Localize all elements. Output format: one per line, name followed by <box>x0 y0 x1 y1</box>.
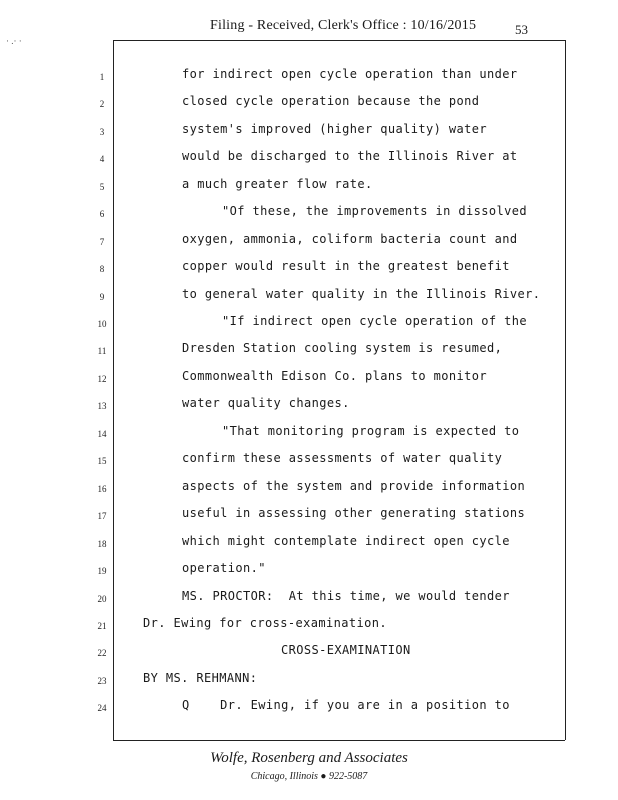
line-text: copper would result in the greatest benefit <box>182 259 510 273</box>
transcript-line <box>0 232 618 252</box>
transcript-line <box>0 671 618 691</box>
line-number: 14 <box>97 429 107 439</box>
transcript-line <box>0 534 618 554</box>
line-text: Dr. Ewing for cross-examination. <box>143 616 387 630</box>
line-text: oxygen, ammonia, coliform bacteria count and <box>182 232 518 246</box>
line-number: 3 <box>99 127 105 137</box>
line-text: operation." <box>182 561 266 575</box>
transcript-line <box>0 589 618 609</box>
line-text: closed cycle operation because the pond <box>182 94 480 108</box>
reporter-company: Wolfe, Rosenberg and Associates <box>210 750 408 766</box>
line-text: BY MS. REHMANN: <box>143 671 258 685</box>
transcript-line <box>0 314 618 334</box>
line-number: 5 <box>99 182 105 192</box>
line-text: a much greater flow rate. <box>182 177 373 191</box>
line-text: MS. PROCTOR: At this time, we would tender <box>182 589 510 603</box>
line-number: 23 <box>97 676 107 686</box>
line-number: 9 <box>99 292 105 302</box>
line-number: 20 <box>97 594 107 604</box>
margin-specks: · .· · <box>6 36 22 46</box>
page-number: 53 <box>515 22 528 37</box>
line-number: 13 <box>97 401 107 411</box>
line-number: 2 <box>99 99 105 109</box>
line-text: Q Dr. Ewing, if you are in a position to <box>182 698 510 712</box>
transcript-line <box>0 149 618 169</box>
transcript-line <box>0 616 618 636</box>
transcript-line <box>0 259 618 279</box>
reporter-location: Chicago, Illinois ● 922-5087 <box>250 771 368 782</box>
section-heading: CROSS-EXAMINATION <box>281 643 411 657</box>
filing-stamp: Filing - Received, Clerk's Office : 10/16/2015 <box>210 18 477 33</box>
line-text: "Of these, the improvements in dissolved <box>222 204 527 218</box>
line-text: confirm these assessments of water quality <box>182 451 503 465</box>
transcript-line <box>0 396 618 416</box>
line-number: 12 <box>97 374 107 384</box>
line-text: system's improved (higher quality) water <box>182 122 487 136</box>
frame-top-border <box>113 40 565 41</box>
line-number: 17 <box>97 511 107 521</box>
line-number: 1 <box>99 72 105 82</box>
line-number: 4 <box>99 154 105 164</box>
line-number: 10 <box>97 319 107 329</box>
frame-bottom-border <box>113 740 565 741</box>
line-text: water quality changes. <box>182 396 350 410</box>
line-number: 6 <box>99 209 105 219</box>
transcript-line <box>0 287 618 307</box>
line-text: to general water quality in the Illinois River. <box>182 287 541 301</box>
transcript-line <box>0 424 618 444</box>
line-number: 8 <box>99 264 105 274</box>
line-text: useful in assessing other generating stations <box>182 506 526 520</box>
line-number: 21 <box>97 621 107 631</box>
line-number: 11 <box>97 346 107 356</box>
line-number: 15 <box>97 456 107 466</box>
line-text: aspects of the system and provide information <box>182 479 526 493</box>
transcript-line <box>0 506 618 526</box>
line-number: 24 <box>97 703 107 713</box>
transcript-line <box>0 479 618 499</box>
transcript-line <box>0 67 618 87</box>
transcript-line <box>0 451 618 471</box>
transcript-line <box>0 94 618 114</box>
line-number: 19 <box>97 566 107 576</box>
transcript-line <box>0 341 618 361</box>
transcript-line <box>0 204 618 224</box>
transcript-line <box>0 369 618 389</box>
transcript-line <box>0 698 618 718</box>
transcript-line <box>0 177 618 197</box>
line-number: 22 <box>97 648 107 658</box>
line-text: which might contemplate indirect open cycle <box>182 534 510 548</box>
line-number: 18 <box>97 539 107 549</box>
line-text: would be discharged to the Illinois River at <box>182 149 518 163</box>
line-text: Commonwealth Edison Co. plans to monitor <box>182 369 487 383</box>
line-text: "That monitoring program is expected to <box>222 424 520 438</box>
transcript-line <box>0 643 618 663</box>
line-text: "If indirect open cycle operation of the <box>222 314 527 328</box>
line-text: Dresden Station cooling system is resumed, <box>182 341 503 355</box>
transcript-line <box>0 561 618 581</box>
line-number: 7 <box>99 237 105 247</box>
transcript-line <box>0 122 618 142</box>
line-number: 16 <box>97 484 107 494</box>
line-text: for indirect open cycle operation than under <box>182 67 518 81</box>
